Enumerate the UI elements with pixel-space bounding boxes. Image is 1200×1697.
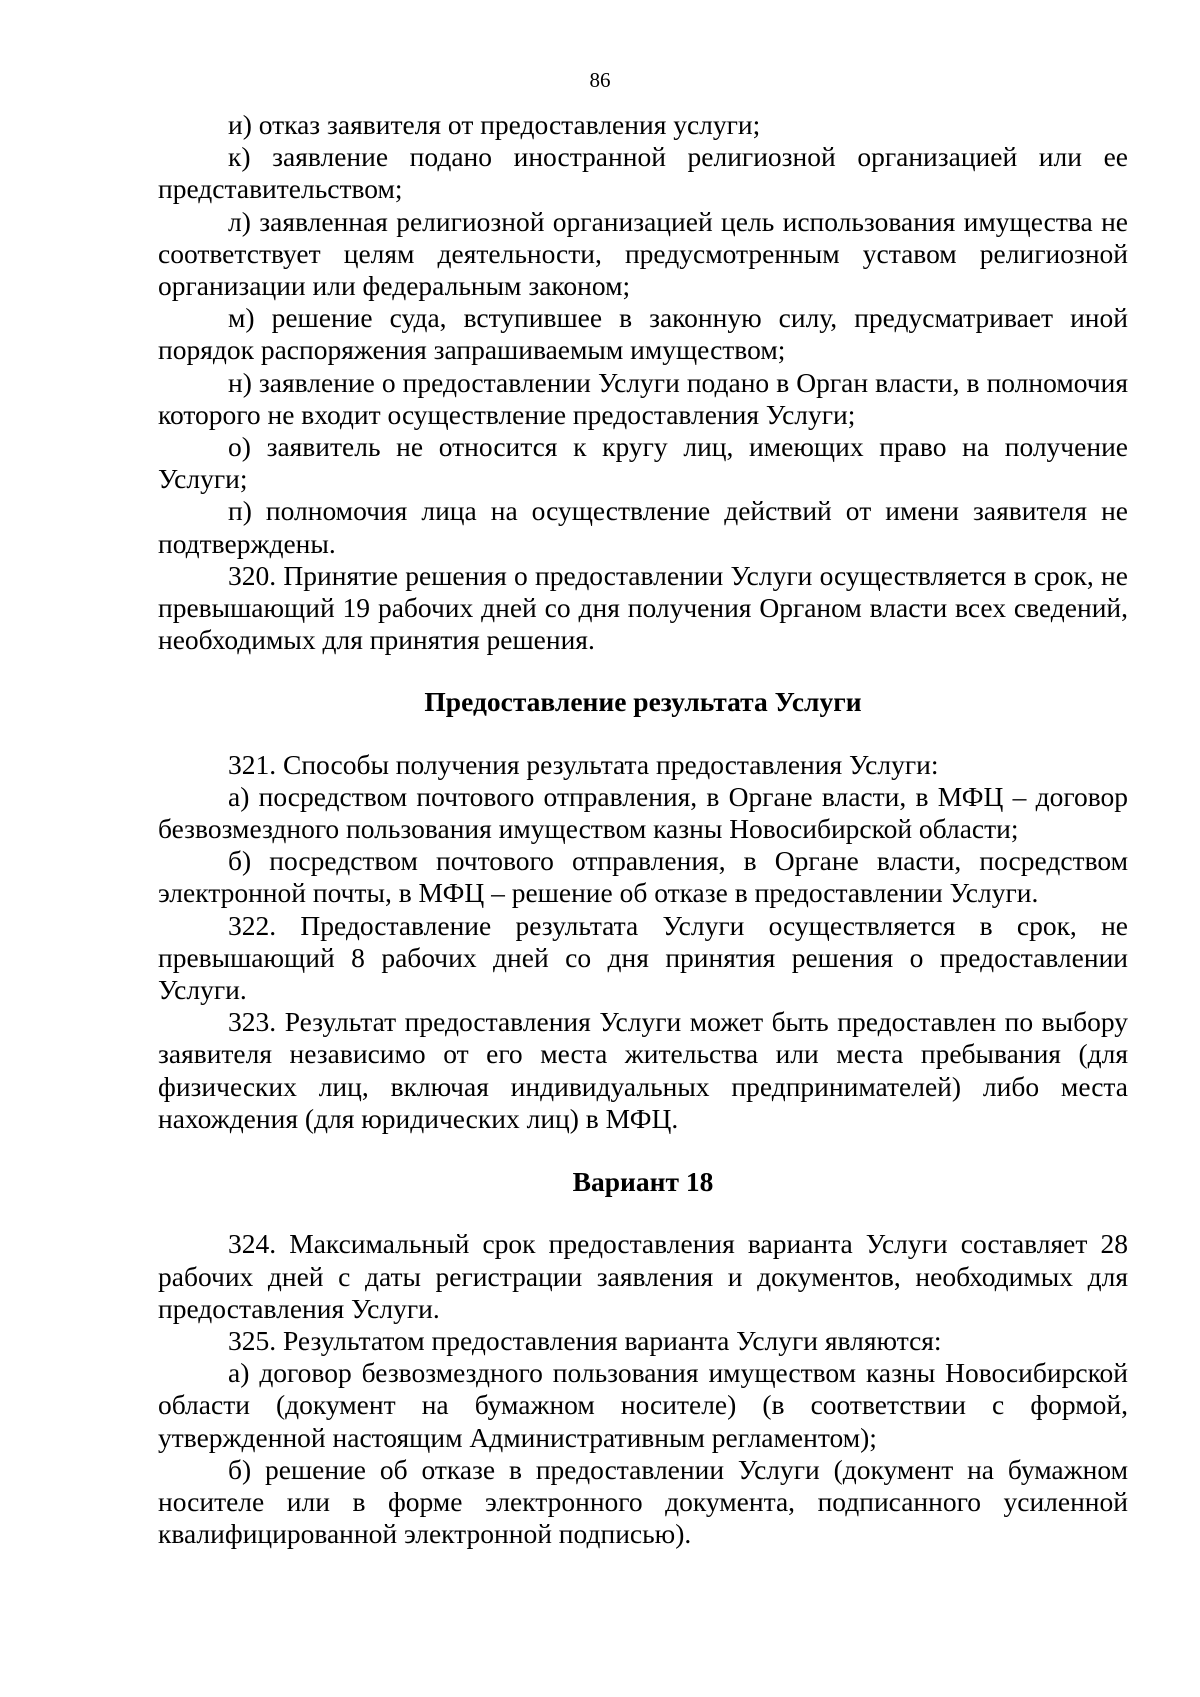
list-item-o: о) заявитель не относится к кругу лиц, имеющих право на получение Услуги;: [158, 431, 1128, 495]
list-item-a-325: а) договор безвозмездного пользования имуществом казны Новосибирской области (документ на бумажном носителе) (в соответствии с формой, утвержденной настоящим Административным регламентом);: [158, 1357, 1128, 1453]
list-item-b-321: б) посредством почтового отправления, в Органе власти, посредством электронной почты, в МФЦ – решение об отказе в предоставлении Услуги.: [158, 845, 1128, 909]
list-item-p: п) полномочия лица на осуществление действий от имени заявителя не подтверждены.: [158, 495, 1128, 559]
paragraph-321: 321. Способы получения результата предоставления Услуги:: [228, 748, 939, 780]
paragraph-320: 320. Принятие решения о предоставлении Услуги осуществляется в срок, не превышающий 19 рабочих дней со дня получения Органом власти всех сведений, необходимых для принятия решения.: [158, 559, 1128, 656]
document-body: [158, 109, 1128, 1550]
list-item-k: к) заявление подано иностранной религиозной организацией или ее представительством;: [158, 141, 1128, 205]
paragraph-323: 323. Результат предоставления Услуги может быть предоставлен по выбору заявителя независимо от его места жительства или места пребывания (для физических лиц, включая индивидуальных предпринимателей) либо места нахождения (для юридических лиц) в МФЦ.: [158, 1006, 1128, 1134]
paragraph-324: 324. Максимальный срок предоставления варианта Услуги составляет 28 рабочих дней с даты регистрации заявления и документов, необходимых для предоставления Услуги.: [158, 1228, 1128, 1324]
list-item-i: и) отказ заявителя от предоставления услуги;: [228, 109, 761, 140]
paragraph-322: 322. Предоставление результата Услуги осуществляется в срок, не превышающий 8 рабочих дней со дня принятия решения о предоставлении Услуги.: [158, 909, 1128, 1006]
section-heading-variant-18: Вариант 18: [572, 1166, 714, 1198]
section-heading-result: Предоставление результата Услуги: [424, 686, 862, 718]
list-item-a-321: а) посредством почтового отправления, в Органе власти, в МФЦ – договор безвозмездного пользования имуществом казны Новосибирской области;: [158, 780, 1128, 845]
list-item-l: л) заявленная религиозной организацией цель использования имущества не соответствует целям деятельности, предусмотренным уставом религиозной организации или федеральным законом;: [158, 205, 1128, 302]
list-item-m: м) решение суда, вступившее в законную силу, предусматривает иной порядок распоряжения запрашиваемым имуществом;: [158, 302, 1128, 366]
page-number: 86: [589, 68, 611, 92]
list-item-b-325: б) решение об отказе в предоставлении Услуги (документ на бумажном носителе или в форме электронного документа, подписанного усиленной квалифицированной электронной подписью).: [158, 1453, 1128, 1550]
paragraph-325: 325. Результатом предоставления варианта Услуги являются:: [228, 1324, 942, 1356]
list-item-n: н) заявление о предоставлении Услуги подано в Орган власти, в полномочия которого не входит осуществление предоставления Услуги;: [158, 366, 1128, 430]
